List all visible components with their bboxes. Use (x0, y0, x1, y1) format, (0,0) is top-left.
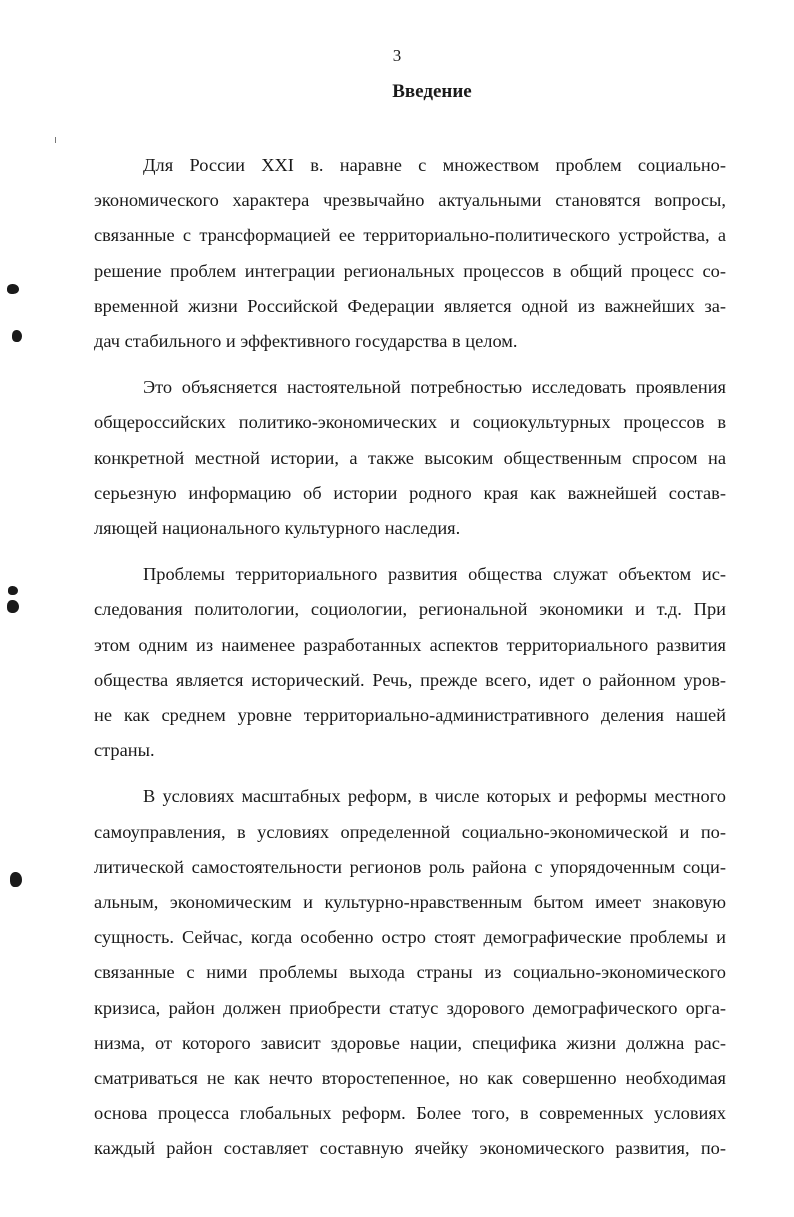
text-line: сматриваться не как нечто второстепенное, но как совершенно необходимая (94, 1068, 726, 1089)
text-line: решение проблем интеграции региональных процессов в общий процесс со- (94, 260, 726, 281)
text-line: сущность. Сейчас, когда особенно остро стоят демографические проблемы и (94, 927, 726, 948)
text-line: кризиса, район должен приобрести статус здорового демографического орга- (94, 997, 726, 1018)
text-line: экономического характера чрезвычайно актуальными становятся вопросы, (94, 190, 726, 211)
text-line: литической самостоятельности регионов роль района с упорядоченным соци- (94, 856, 726, 877)
text-line: самоуправления, в условиях определенной социально-экономической и по- (94, 821, 726, 842)
body-text (94, 148, 726, 1167)
page-number: 3 (392, 46, 402, 65)
paragraph-4 (94, 779, 726, 1166)
ink-blot (12, 330, 22, 342)
text-line: альным, экономическим и культурно-нравственным бытом имеет знаковую (94, 892, 726, 913)
text-line: связанные с ними проблемы выхода страны из социально-экономического (94, 962, 726, 983)
text-line: связанные с трансформацией ее территориально-политического устройства, а (94, 225, 726, 246)
scan-mark (55, 137, 56, 143)
text-line: Для России XXI в. наравне с множеством проблем социально- (143, 155, 726, 175)
ink-blot (8, 586, 18, 595)
paragraph-1 (94, 148, 726, 359)
ink-blot (7, 284, 19, 294)
ink-blot (7, 600, 19, 613)
text-line: этом одним из наименее разработанных аспектов территориального развития (94, 634, 726, 655)
ink-blot (10, 872, 22, 887)
text-line: ляющей национального культурного наследия. (94, 518, 461, 539)
text-line: не как среднем уровне территориально-административного деления нашей (94, 705, 726, 726)
text-line: серьезную информацию об истории родного края как важнейшей состав- (94, 482, 726, 503)
text-line: конкретной местной истории, а также высоким общественным спросом на (94, 447, 726, 468)
text-line: временной жизни Российской Федерации является одной из важнейших за- (94, 295, 726, 316)
text-line: Это объясняется настоятельной потребностью исследовать проявления (143, 377, 726, 398)
text-line: общероссийских политико-экономических и социокультурных процессов в (94, 412, 726, 433)
text-line: общества является исторический. Речь, прежде всего, идет о районном уров- (94, 669, 726, 690)
text-line: В условиях масштабных реформ, в числе которых и реформы местного (143, 786, 726, 807)
paragraph-2 (94, 370, 726, 546)
text-line: низма, от которого зависит здоровье нации, специфика жизни должна рас- (94, 1032, 726, 1053)
page-title: Введение (392, 81, 472, 102)
text-line: страны. (94, 740, 155, 761)
text-line: следования политологии, социологии, региональной экономики и т.д. При (94, 599, 726, 620)
text-line: дач стабильного и эффективного государства в целом. (94, 331, 518, 352)
text-line: Проблемы территориального развития общества служат объектом ис- (143, 564, 726, 585)
paragraph-3 (94, 557, 726, 768)
text-line: каждый район составляет составную ячейку экономического развития, по- (94, 1138, 726, 1159)
text-line: основа процесса глобальных реформ. Более того, в современных условиях (94, 1103, 726, 1124)
